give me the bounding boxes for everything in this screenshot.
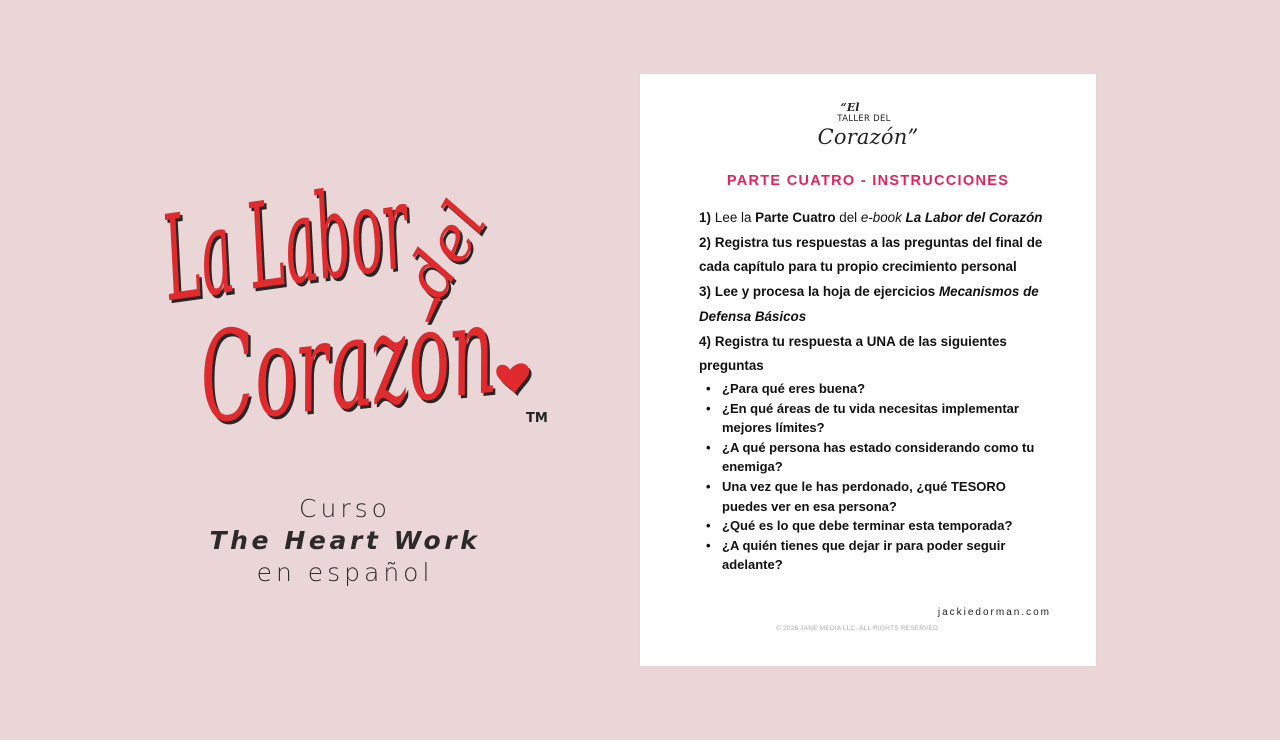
question-text: ¿Para qué eres buena?: [722, 381, 866, 396]
workshop-logo: [640, 102, 1096, 149]
bullet: •: [706, 400, 711, 416]
worksheet-card: [640, 74, 1096, 666]
list-item: [706, 477, 1046, 516]
list-item: [706, 536, 1046, 575]
step-1: [699, 206, 1049, 231]
bullet: •: [706, 518, 711, 534]
step-4: [699, 330, 1049, 379]
step-2-text: Registra tus respuestas a las preguntas del final de cada capítulo para tu propio crecimiento personal: [699, 234, 1043, 275]
bullet: •: [706, 478, 711, 494]
step-4-text: Registra tu respuesta a UNA de las siguientes preguntas: [699, 333, 1007, 374]
step-number: 3): [699, 284, 711, 300]
bullet: •: [706, 381, 711, 396]
question-text: ¿En qué áreas de tu vida necesitas implementar mejores límites?: [722, 400, 1019, 436]
workshop-logo-corazon: Corazón”: [817, 125, 919, 149]
question-text: Una vez que le has perdonado, ¿qué TESORO puedes ver en esa persona?: [722, 478, 1006, 514]
question-text: ¿A quién tienes que dejar ir para poder seguir adelante?: [722, 537, 1006, 573]
step-1-text-d: e-book: [860, 210, 902, 225]
step-3: [699, 280, 1049, 329]
question-text: ¿Qué es lo que debe terminar esta temporada?: [722, 518, 1013, 534]
svg-text:TM: TM: [526, 411, 548, 426]
course-language: en español: [256, 558, 434, 587]
website-link[interactable]: jackiedorman.com: [937, 607, 1051, 618]
course-title: [190, 493, 500, 589]
brand-logo: [150, 160, 570, 460]
list-item: [706, 516, 1046, 536]
step-2: [699, 231, 1049, 280]
bullet: •: [706, 537, 711, 553]
step-1-text-b: Parte Cuatro: [755, 210, 836, 225]
question-list: [706, 379, 1046, 575]
section-heading: PARTE CUATRO - INSTRUCCIONES: [726, 173, 1010, 189]
svg-text:La Labor: La Labor: [154, 160, 570, 328]
svg-text:Corazón: Corazón: [193, 253, 570, 452]
course-name: The Heart Work: [209, 526, 481, 555]
step-number: 2): [699, 234, 711, 250]
step-number: 4): [699, 333, 711, 349]
step-3-worksheet-title: Mecanismos de Defensa Básicos: [699, 284, 1039, 324]
list-item: [706, 379, 1046, 399]
question-text: ¿A qué persona has estado considerando como tu enemiga?: [722, 439, 1035, 475]
step-number: 1): [699, 210, 711, 225]
step-1-text-c: del: [839, 210, 858, 225]
instruction-steps: [699, 206, 1049, 379]
course-label: Curso: [299, 494, 391, 523]
list-item: [706, 438, 1046, 477]
step-3-text: Lee y procesa la hoja de ejercicios: [714, 284, 936, 300]
step-1-text-a: Lee la: [714, 210, 752, 225]
workshop-logo-el: “El: [840, 101, 860, 114]
bullet: •: [706, 439, 711, 455]
svg-text:del: del: [389, 189, 502, 310]
copyright-notice: © 2026 JANE MEDIA LLC. ALL RIGHTS RESERVED: [776, 625, 939, 632]
workshop-logo-taller: TALLER DEL: [837, 114, 891, 124]
step-1-book-title: La Labor del Corazón: [905, 210, 1043, 225]
list-item: [706, 399, 1046, 438]
